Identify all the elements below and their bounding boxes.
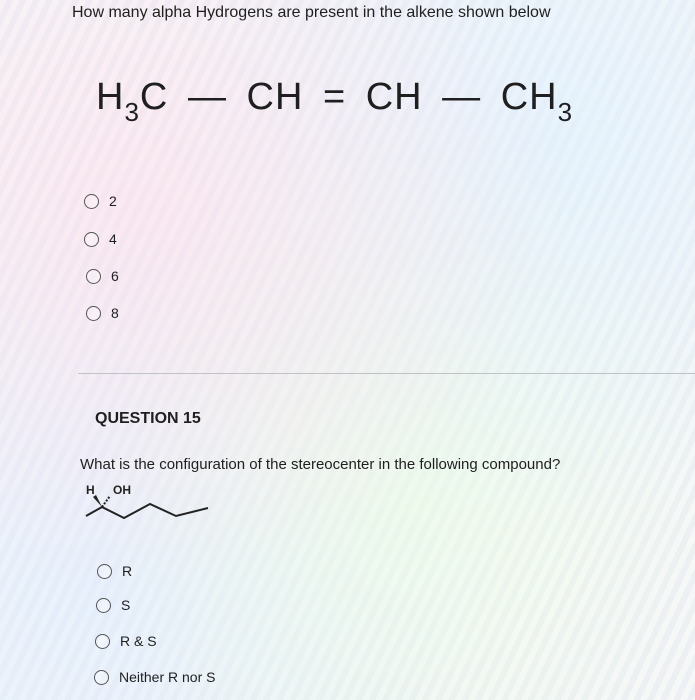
formula-ch3: CH [500, 76, 558, 118]
carbon-chain [86, 504, 208, 518]
q14-option-4[interactable] [86, 305, 119, 321]
hash-bond [102, 496, 110, 507]
option-label: 6 [111, 268, 119, 284]
radio-button[interactable] [84, 194, 99, 209]
q14-option-2[interactable] [84, 231, 117, 247]
wedge-bond [93, 495, 102, 507]
q15-option-4[interactable] [94, 669, 215, 685]
radio-button[interactable] [86, 306, 101, 321]
option-label: R & S [120, 633, 157, 649]
radio-button[interactable] [86, 269, 101, 284]
formula-h: H [96, 76, 125, 118]
question-14-prompt: How many alpha Hydrogens are present in the alkene shown below [72, 4, 551, 21]
option-label: 2 [109, 193, 117, 209]
single-bond-2: — [442, 76, 482, 118]
q15-option-3[interactable] [95, 633, 157, 649]
radio-button[interactable] [95, 634, 110, 649]
molecule-oh-label: OH [113, 483, 131, 497]
alkene-formula [96, 76, 574, 127]
question-15-prompt: What is the configuration of the stereocenter in the following compound? [80, 456, 561, 473]
formula-sub-left: 3 [124, 97, 140, 127]
q14-option-1[interactable] [84, 193, 117, 209]
section-divider [78, 373, 695, 374]
q14-option-3[interactable] [86, 268, 119, 284]
radio-button[interactable] [84, 232, 99, 247]
option-label: Neither R nor S [119, 669, 216, 685]
formula-sub-right: 3 [557, 97, 574, 127]
option-label: S [121, 597, 131, 613]
radio-button[interactable] [96, 598, 111, 613]
formula-ch-1: CH [246, 76, 304, 118]
option-label: 8 [111, 305, 119, 321]
formula-c: C [139, 76, 169, 118]
molecule-h-label: H [86, 483, 95, 497]
option-label: R [122, 563, 133, 579]
question-15-title: QUESTION 15 [95, 410, 201, 427]
radio-button[interactable] [94, 670, 109, 685]
double-bond: = [322, 76, 347, 118]
molecule-structure [80, 480, 220, 525]
option-label: 4 [109, 231, 117, 247]
q15-option-2[interactable] [96, 597, 130, 613]
q15-option-1[interactable] [97, 563, 132, 579]
single-bond-1: — [187, 76, 227, 118]
radio-button[interactable] [97, 564, 112, 579]
formula-ch-2: CH [365, 76, 423, 118]
